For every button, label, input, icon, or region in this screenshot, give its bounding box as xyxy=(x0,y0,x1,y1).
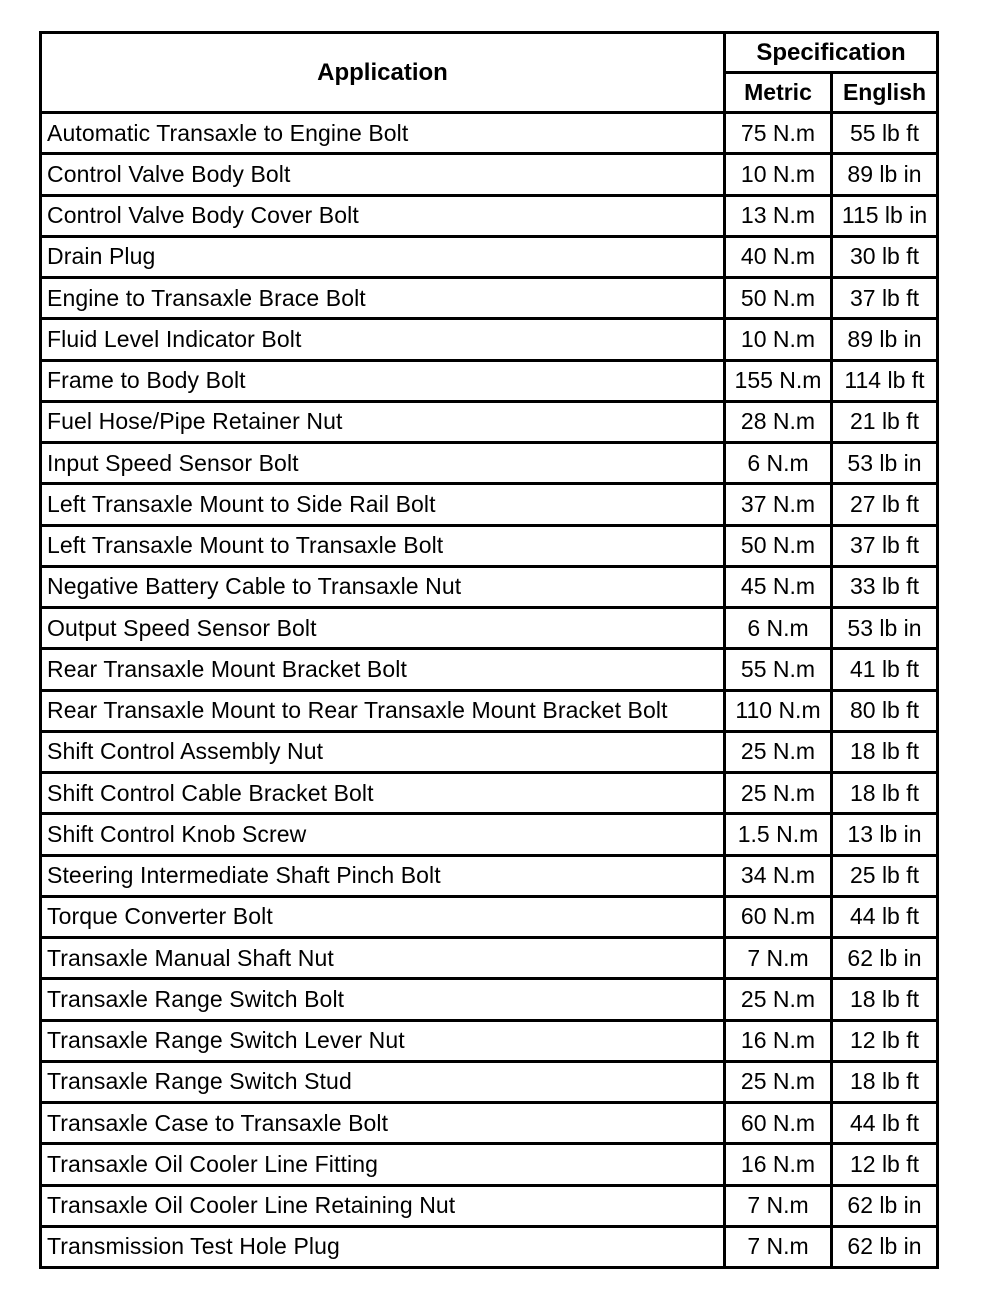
metric-value-cell: 13 N.m xyxy=(726,197,833,238)
metric-value-cell: 7 N.m xyxy=(726,1228,833,1266)
english-value-cell: 62 lb in xyxy=(847,1233,922,1260)
application-cell: Output Speed Sensor Bolt xyxy=(42,609,726,650)
table-row xyxy=(42,1063,936,1104)
table-row xyxy=(42,320,936,361)
metric-value-cell: 60 N.m xyxy=(726,898,833,939)
table-row xyxy=(42,1187,936,1228)
application-cell: Rear Transaxle Mount to Rear Transaxle Mount Bracket Bolt xyxy=(42,692,726,733)
table-row xyxy=(42,898,936,939)
metric-value-cell: 10 N.m xyxy=(726,155,833,196)
table-row xyxy=(42,238,936,279)
english-value-cell: 53 lb in xyxy=(833,444,936,485)
english-value-cell: 89 lb in xyxy=(833,320,936,361)
table-row xyxy=(42,197,936,238)
metric-value-cell: 40 N.m xyxy=(726,238,833,279)
application-cell: Fluid Level Indicator Bolt xyxy=(42,320,726,361)
application-cell: Fuel Hose/Pipe Retainer Nut xyxy=(42,403,726,444)
metric-value-cell: 50 N.m xyxy=(726,527,833,568)
table-row xyxy=(42,1145,936,1186)
english-value-cell: 25 lb ft xyxy=(833,857,936,898)
english-value-cell: 12 lb ft xyxy=(833,1022,936,1063)
english-value-cell: 37 lb ft xyxy=(833,279,936,320)
application-cell: Shift Control Knob Screw xyxy=(42,815,726,856)
metric-value-cell: 10 N.m xyxy=(726,320,833,361)
english-value-cell: 44 lb ft xyxy=(833,1104,936,1145)
table-row xyxy=(42,362,936,403)
application-cell: Transaxle Range Switch Lever Nut xyxy=(42,1022,726,1063)
table-row xyxy=(42,1228,936,1266)
english-value-cell: 55 lb ft xyxy=(833,114,936,155)
application-cell: Negative Battery Cable to Transaxle Nut xyxy=(42,568,726,609)
torque-specification-table xyxy=(39,31,939,1269)
application-cell: Transaxle Case to Transaxle Bolt xyxy=(42,1104,726,1145)
english-value-cell: 18 lb ft xyxy=(833,1063,936,1104)
application-cell: Engine to Transaxle Brace Bolt xyxy=(42,279,726,320)
metric-value-cell: 155 N.m xyxy=(726,362,833,403)
metric-column-header: Metric xyxy=(726,74,833,114)
metric-value-cell: 6 N.m xyxy=(726,444,833,485)
metric-value-cell: 45 N.m xyxy=(726,568,833,609)
application-cell: Drain Plug xyxy=(42,238,726,279)
application-cell: Rear Transaxle Mount Bracket Bolt xyxy=(42,650,726,691)
table-row xyxy=(42,155,936,196)
specification-column-header: Specification xyxy=(726,34,936,74)
english-value-cell: 30 lb ft xyxy=(833,238,936,279)
english-value-cell: 27 lb ft xyxy=(833,485,936,526)
english-value-cell: 13 lb in xyxy=(833,815,936,856)
table-row xyxy=(42,774,936,815)
application-cell: Transaxle Oil Cooler Line Retaining Nut xyxy=(42,1187,726,1228)
application-cell: Frame to Body Bolt xyxy=(42,362,726,403)
english-value-cell: 41 lb ft xyxy=(833,650,936,691)
application-cell: Transaxle Range Switch Bolt xyxy=(42,980,726,1021)
application-column-header: Application xyxy=(42,34,726,114)
application-cell: Control Valve Body Bolt xyxy=(42,155,726,196)
table-row xyxy=(42,980,936,1021)
table-row xyxy=(42,733,936,774)
application-cell: Transaxle Oil Cooler Line Fitting xyxy=(42,1145,726,1186)
application-cell: Transmission Test Hole Plug xyxy=(42,1228,726,1266)
application-cell: Shift Control Assembly Nut xyxy=(42,733,726,774)
application-cell: Input Speed Sensor Bolt xyxy=(42,444,726,485)
application-cell: Control Valve Body Cover Bolt xyxy=(42,197,726,238)
table-row xyxy=(42,939,936,980)
application-cell: Left Transaxle Mount to Side Rail Bolt xyxy=(42,485,726,526)
english-value-cell: 114 lb ft xyxy=(833,362,936,403)
table-row xyxy=(42,485,936,526)
table-header xyxy=(42,34,936,114)
metric-value-cell: 7 N.m xyxy=(726,939,833,980)
metric-value-cell: 34 N.m xyxy=(726,857,833,898)
metric-value-cell: 25 N.m xyxy=(726,733,833,774)
table-row xyxy=(42,568,936,609)
table-row xyxy=(42,815,936,856)
metric-value-cell: 25 N.m xyxy=(726,774,833,815)
metric-value-cell: 28 N.m xyxy=(726,403,833,444)
english-value-cell: 21 lb ft xyxy=(833,403,936,444)
table-body xyxy=(42,114,936,1266)
table-row xyxy=(42,279,936,320)
metric-value-cell: 16 N.m xyxy=(726,1022,833,1063)
english-value-cell: 62 lb in xyxy=(833,939,936,980)
metric-value-cell: 25 N.m xyxy=(726,980,833,1021)
metric-value-cell: 7 N.m xyxy=(726,1187,833,1228)
table-row xyxy=(42,403,936,444)
english-value-cell: 44 lb ft xyxy=(833,898,936,939)
table-row xyxy=(42,692,936,733)
application-cell: Shift Control Cable Bracket Bolt xyxy=(42,774,726,815)
english-value-cell: 18 lb ft xyxy=(833,733,936,774)
table-row xyxy=(42,114,936,155)
metric-value-cell: 6 N.m xyxy=(726,609,833,650)
english-column-header: English xyxy=(833,74,936,114)
table-row xyxy=(42,527,936,568)
application-cell: Transaxle Manual Shaft Nut xyxy=(42,939,726,980)
english-value-cell: 18 lb ft xyxy=(833,980,936,1021)
table-row xyxy=(42,1104,936,1145)
english-value-cell: 37 lb ft xyxy=(833,527,936,568)
english-value-cell: 12 lb ft xyxy=(833,1145,936,1186)
english-value-cell: 53 lb in xyxy=(833,609,936,650)
english-value-cell: 115 lb in xyxy=(833,197,936,238)
english-value-cell: 89 lb in xyxy=(833,155,936,196)
application-cell: Torque Converter Bolt xyxy=(42,898,726,939)
metric-value-cell: 110 N.m xyxy=(726,692,833,733)
metric-value-cell: 25 N.m xyxy=(726,1063,833,1104)
metric-value-cell: 50 N.m xyxy=(726,279,833,320)
english-value-cell: 80 lb ft xyxy=(833,692,936,733)
application-cell: Automatic Transaxle to Engine Bolt xyxy=(42,114,726,155)
table-row xyxy=(42,609,936,650)
metric-value-cell: 1.5 N.m xyxy=(726,815,833,856)
application-cell: Transaxle Range Switch Stud xyxy=(42,1063,726,1104)
application-cell: Steering Intermediate Shaft Pinch Bolt xyxy=(42,857,726,898)
english-value-cell: 62 lb in xyxy=(833,1187,936,1228)
application-cell: Left Transaxle Mount to Transaxle Bolt xyxy=(42,527,726,568)
metric-value-cell: 75 N.m xyxy=(726,114,833,155)
metric-value-cell: 37 N.m xyxy=(726,485,833,526)
english-value-cell: 33 lb ft xyxy=(833,568,936,609)
table-row xyxy=(42,857,936,898)
table-row xyxy=(42,650,936,691)
metric-value-cell: 16 N.m xyxy=(726,1145,833,1186)
english-value-cell: 18 lb ft xyxy=(833,774,936,815)
metric-value-cell: 55 N.m xyxy=(726,650,833,691)
metric-value-cell: 60 N.m xyxy=(726,1104,833,1145)
table-row xyxy=(42,1022,936,1063)
table-row xyxy=(42,444,936,485)
